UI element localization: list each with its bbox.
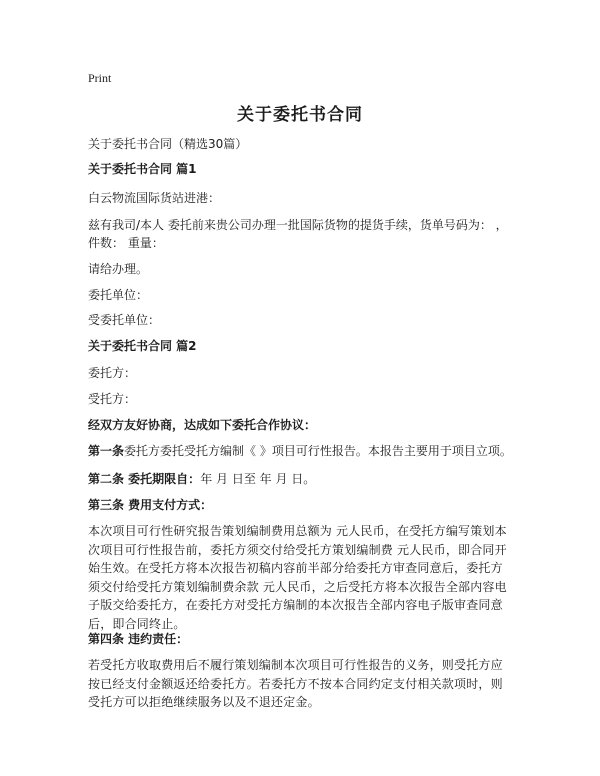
section1-request: 请给办理。 [88, 262, 149, 276]
article1-label: 第一条 [88, 444, 125, 458]
section2-agreement: 经双方友好协商，达成如下委托合作协议： [88, 418, 317, 432]
article1 [88, 444, 512, 459]
section1-body-line1: 兹有我司/本人 委托前来贵公司办理一批国际货物的提货手续，货单号码为： ， [88, 218, 508, 232]
section2-agent: 受托方： [88, 392, 137, 406]
article2 [88, 472, 315, 487]
article1-text: 委托方委托受托方编制《 》项目可行性报告。本报告主要用于项目立项。 [124, 444, 512, 458]
article3-heading: 第三条 费用支付方式： [88, 498, 213, 512]
section1-heading: 关于委托书合同 篇1 [88, 162, 197, 176]
document-title: 关于委托书合同 [237, 105, 363, 125]
section1-greeting: 白云物流国际货站进港： [88, 191, 221, 205]
section1-agent-unit: 受委托单位： [88, 313, 161, 327]
print-label: Print [88, 71, 112, 85]
section1-body-line2: 件数： 重量： [88, 236, 164, 250]
section1-principal-unit: 委托单位： [88, 288, 149, 302]
section2-principal: 委托方： [88, 366, 137, 380]
article2-label: 第二条 委托期限自： [88, 472, 201, 486]
article3-body: 本次项目可行性研究报告策划编制费用总额为 元人民币，在受托方编写策划本次项目可行性报告前，委托方须交付给受托方策划编制费 元人民币，即合同开始生效。在受托方将本次报告初稿内容前半部分给委托方审查同意后，委托方须交付给受托方策划编制费余款 元人民币，之后受托方将本次报告全部内容电子版交给委托方，在委托方对受托方编制的本次报告全部内容电子版审查同意后，即合同终止。 [88, 524, 507, 631]
document-subtitle: 关于委托书合同（精选30篇） [88, 137, 248, 151]
article4-heading: 第四条 违约责任： [88, 632, 189, 646]
article2-text: 年 月 日至 年 月 日。 [200, 472, 316, 486]
section2-heading: 关于委托书合同 篇2 [88, 339, 197, 353]
article4-body: 若受托方收取费用后不履行策划编制本次项目可行性报告的义务，则受托方应按已经支付金额返还给委托方。若委托方不按本合同约定支付相关款项时，则受托方可以拒绝继续服务以及不退还定金。 [88, 658, 503, 709]
